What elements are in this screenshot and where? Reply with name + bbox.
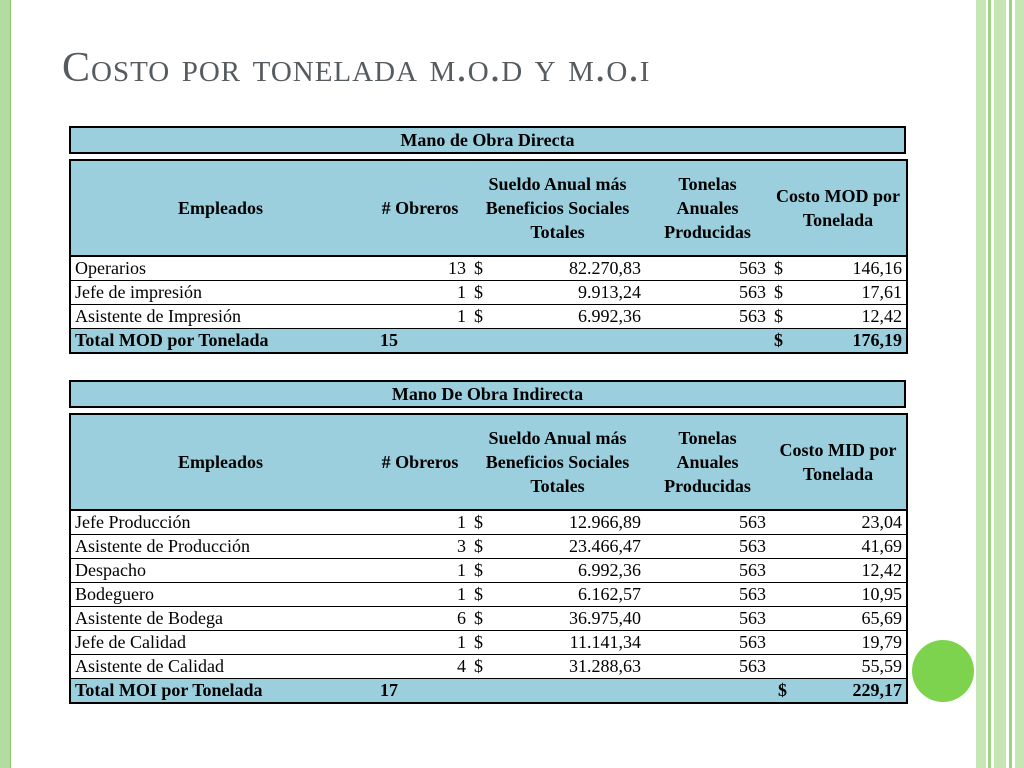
cell-toneladas: 563: [645, 535, 770, 559]
table-row: [70, 583, 907, 607]
table-row: [70, 631, 907, 655]
table-row: [70, 559, 907, 583]
moi-total-row: [70, 679, 907, 704]
cell-currency: $: [770, 257, 800, 281]
total-currency: $: [770, 679, 800, 704]
mod-header-row: [70, 160, 907, 255]
cell-empleado: Operarios: [70, 257, 370, 281]
table-row: [70, 281, 907, 305]
cell-sueldo: 6.162,57: [500, 583, 645, 607]
cell-currency: $: [770, 281, 800, 305]
cell-currency: $: [470, 535, 500, 559]
cell-toneladas: 563: [645, 631, 770, 655]
mod-total-row: [70, 329, 907, 354]
cell-currency: $: [470, 305, 500, 329]
cell-empleado: Jefe de impresión: [70, 281, 370, 305]
total-label: Total MOI por Tonelada: [70, 679, 370, 704]
cell-empleado: Asistente de Bodega: [70, 607, 370, 631]
cell-toneladas: 563: [645, 281, 770, 305]
cell-empleado: Asistente de Producción: [70, 535, 370, 559]
green-circle-decoration: [912, 640, 974, 702]
cell-costo: 55,59: [770, 655, 907, 679]
cell-obreros: 13: [370, 257, 470, 281]
table-row: [70, 257, 907, 281]
cell-toneladas: 563: [645, 655, 770, 679]
cell-empleado: Asistente de Calidad: [70, 655, 370, 679]
header-obreros: # Obreros: [370, 160, 470, 255]
total-obreros: 15: [370, 329, 470, 354]
table-row: [70, 511, 907, 535]
cell-costo: 65,69: [770, 607, 907, 631]
cell-sueldo: 6.992,36: [500, 559, 645, 583]
cell-currency: $: [770, 305, 800, 329]
cell-empleado: Bodeguero: [70, 583, 370, 607]
cell-sueldo: 11.141,34: [500, 631, 645, 655]
cell-currency: $: [470, 257, 500, 281]
header-sueldo: Sueldo Anual más Beneficios Sociales Totales: [470, 414, 645, 509]
cell-obreros: 3: [370, 535, 470, 559]
total-costo: 176,19: [800, 329, 907, 354]
cell-currency: $: [470, 607, 500, 631]
cell-costo: 146,16: [800, 257, 907, 281]
cell-toneladas: 563: [645, 607, 770, 631]
cell-costo: 12,42: [770, 559, 907, 583]
table-row: [70, 607, 907, 631]
cell-sueldo: 82.270,83: [500, 257, 645, 281]
cell-obreros: 1: [370, 583, 470, 607]
header-toneladas: Tonelas Anuales Producidas: [645, 160, 770, 255]
cell-obreros: 1: [370, 559, 470, 583]
cell-sueldo: 9.913,24: [500, 281, 645, 305]
cell-sueldo: 12.966,89: [500, 511, 645, 535]
cell-currency: $: [470, 281, 500, 305]
cell-empleado: Asistente de Impresión: [70, 305, 370, 329]
total-label: Total MOD por Tonelada: [70, 329, 370, 354]
cell-empleado: Jefe de Calidad: [70, 631, 370, 655]
header-empleados: Empleados: [70, 160, 370, 255]
cell-toneladas: 563: [645, 559, 770, 583]
cell-sueldo: 6.992,36: [500, 305, 645, 329]
cell-obreros: 1: [370, 511, 470, 535]
mod-banner: Mano de Obra Directa: [69, 126, 906, 154]
cell-costo: 17,61: [800, 281, 907, 305]
moi-header-row: [70, 414, 907, 509]
header-costo: Costo MID por Tonelada: [770, 414, 907, 509]
table-row: [70, 655, 907, 679]
cell-costo: 41,69: [770, 535, 907, 559]
cell-costo: 23,04: [770, 511, 907, 535]
cell-toneladas: 563: [645, 305, 770, 329]
cell-toneladas: 563: [645, 257, 770, 281]
cell-currency: $: [470, 511, 500, 535]
cell-toneladas: 563: [645, 511, 770, 535]
total-obreros: 17: [370, 679, 470, 704]
mod-table: [69, 159, 908, 354]
cell-currency: $: [470, 559, 500, 583]
cell-obreros: 6: [370, 607, 470, 631]
cell-obreros: 4: [370, 655, 470, 679]
left-accent-bar: [0, 0, 11, 768]
moi-banner: Mano De Obra Indirecta: [69, 380, 906, 408]
cell-sueldo: 31.288,63: [500, 655, 645, 679]
header-empleados: Empleados: [70, 414, 370, 509]
total-currency: $: [770, 329, 800, 354]
cell-obreros: 1: [370, 631, 470, 655]
total-costo: 229,17: [800, 679, 907, 704]
header-obreros: # Obreros: [370, 414, 470, 509]
cell-currency: $: [470, 631, 500, 655]
moi-table: [69, 413, 908, 704]
cell-sueldo: 23.466,47: [500, 535, 645, 559]
cell-toneladas: 563: [645, 583, 770, 607]
cell-currency: $: [470, 583, 500, 607]
header-toneladas: Tonelas Anuales Producidas: [645, 414, 770, 509]
cell-obreros: 1: [370, 305, 470, 329]
table-row: [70, 305, 907, 329]
cell-currency: $: [470, 655, 500, 679]
right-accent-stripes: [976, 0, 1024, 768]
cell-costo: 12,42: [800, 305, 907, 329]
cell-costo: 10,95: [770, 583, 907, 607]
cell-sueldo: 36.975,40: [500, 607, 645, 631]
header-sueldo: Sueldo Anual más Beneficios Sociales Totales: [470, 160, 645, 255]
cell-empleado: Jefe Producción: [70, 511, 370, 535]
cell-empleado: Despacho: [70, 559, 370, 583]
slide-title: Costo por tonelada m.o.d y m.o.i: [62, 45, 651, 91]
cell-obreros: 1: [370, 281, 470, 305]
cell-costo: 19,79: [770, 631, 907, 655]
header-costo: Costo MOD por Tonelada: [770, 160, 907, 255]
table-row: [70, 535, 907, 559]
